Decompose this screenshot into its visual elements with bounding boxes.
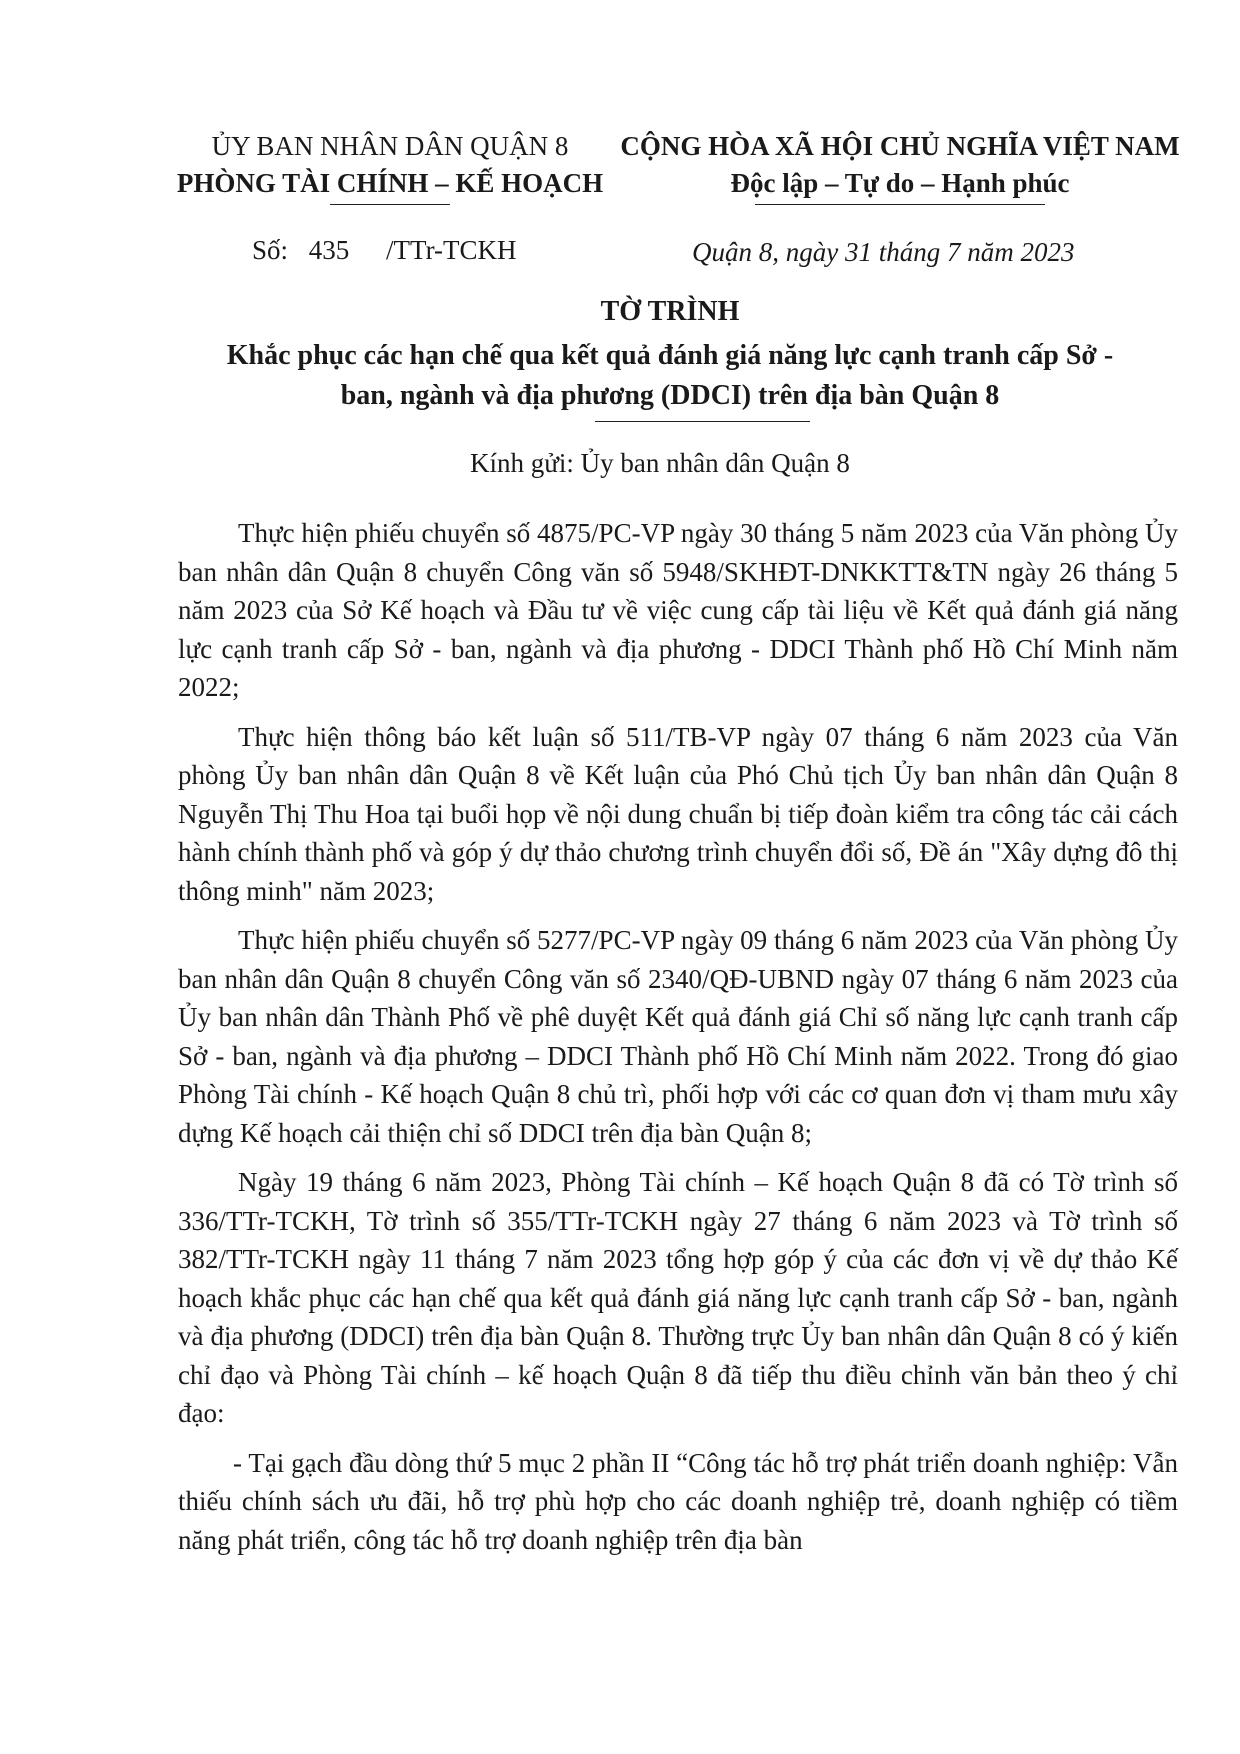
document-body <box>178 514 1178 1570</box>
document-number <box>252 235 517 266</box>
title-underline <box>595 421 810 422</box>
body-paragraph: Ngày 19 tháng 6 năm 2023, Phòng Tài chính – Kế hoạch Quận 8 đã có Tờ trình số 336/TTr-TCKH, Tờ trình số 355/TTr-TCKH ngày 27 tháng 6 năm 2023 và Tờ trình số 382/TTr-TCKH ngày 11 tháng 7 năm 2023 tổng hợp góp ý của các đơn vị về dự thảo Kế hoạch khắc phục các hạn chế qua kết quả đánh giá năng lực cạnh tranh cấp Sở - ban, ngành và địa phương (DDCI) trên địa bàn Quận 8. Thường trực Ủy ban nhân dân Quận 8 có ý kiến chỉ đạo và Phòng Tài chính – kế hoạch Quận 8 đã tiếp thu điều chỉnh văn bản theo ý chỉ đạo: <box>178 1167 1178 1428</box>
document-subtitle <box>170 336 1170 416</box>
subtitle-line-2: ban, ngành và địa phương (DDCI) trên địa bàn Quận 8 <box>340 380 1000 411</box>
subtitle-line-1: Khắc phục các hạn chế qua kết quả đánh giá năng lực cạnh tranh cấp Sở - <box>226 340 1114 371</box>
date-line: Quận 8, ngày 31 tháng 7 năm 2023 <box>692 237 1075 267</box>
recipient-line: Kính gửi: Ủy ban nhân dân Quận 8 <box>470 448 850 478</box>
issuer-block <box>170 128 610 202</box>
bullet-item: - Tại gạch đầu dòng thứ 5 mục 2 phần II “Công tác hỗ trợ phát triển doanh nghiệp: Vẫn thiếu chính sách ưu đãi, hỗ trợ phù hợp cho các doanh nghiệp trẻ, doanh nghiệp có tiềm năng phát triển, công tác hỗ trợ doanh nghiệp trên địa bàn <box>178 1447 1178 1555</box>
national-title: CỘNG HÒA XÃ HỘI CHỦ NGHĨA VIỆT NAM <box>620 131 1180 161</box>
body-paragraph: Thực hiện thông báo kết luận số 511/TB-VP ngày 07 tháng 6 năm 2023 của Văn phòng Ủy ban nhân dân Quận 8 về Kết luận của Phó Chủ tịch Ủy ban nhân dân Quận 8 Nguyễn Thị Thu Hoa tại buổi họp về nội dung chuẩn bị tiếp đoàn kiểm tra công tác cải cách hành chính thành phố và góp ý dự thảo chương trình chuyển đổi số, Đề án "Xây dựng đô thị thông minh" năm 2023; <box>178 721 1178 906</box>
document-title: TỜ TRÌNH <box>600 296 740 327</box>
motto-underline <box>755 204 1045 205</box>
doc-number-value: 435 <box>308 235 350 265</box>
national-motto-block <box>620 128 1180 202</box>
issuer-underline <box>330 204 450 205</box>
body-paragraph: Thực hiện phiếu chuyển số 4875/PC-VP ngày 30 tháng 5 năm 2023 của Văn phòng Ủy ban nhân dân Quận 8 chuyển Công văn số 5948/SKHĐT-DNKKTT&TN ngày 26 tháng 5 năm 2023 của Sở Kế hoạch và Đầu tư về việc cung cấp tài liệu về Kết quả đánh giá năng lực cạnh tranh cấp Sở - ban, ngành và địa phương - DDCI Thành phố Hồ Chí Minh năm 2022; <box>178 518 1178 702</box>
issuer-parent-agency: ỦY BAN NHÂN DÂN QUẬN 8 <box>211 131 569 161</box>
doc-number-prefix: Số: <box>252 235 289 265</box>
national-motto: Độc lập – Tự do – Hạnh phúc <box>730 168 1070 198</box>
issuer-department: PHÒNG TÀI CHÍNH – KẾ HOẠCH <box>176 168 604 198</box>
body-paragraph: Thực hiện phiếu chuyển số 5277/PC-VP ngày 09 tháng 6 năm 2023 của Văn phòng Ủy ban nhân dân Quận 8 chuyển Công văn số 2340/QĐ-UBND ngày 07 tháng 6 năm 2023 của Ủy ban nhân dân Thành Phố về phê duyệt Kết quả đánh giá Chỉ số năng lực cạnh tranh cấp Sở - ban, ngành và địa phương – DDCI Thành phố Hồ Chí Minh năm 2022. Trong đó giao Phòng Tài chính - Kế hoạch Quận 8 chủ trì, phối hợp với các cơ quan đơn vị tham mưu xây dựng Kế hoạch cải thiện chỉ số DDCI trên địa bàn Quận 8; <box>178 925 1178 1148</box>
doc-number-suffix: /TTr-TCKH <box>386 235 517 265</box>
